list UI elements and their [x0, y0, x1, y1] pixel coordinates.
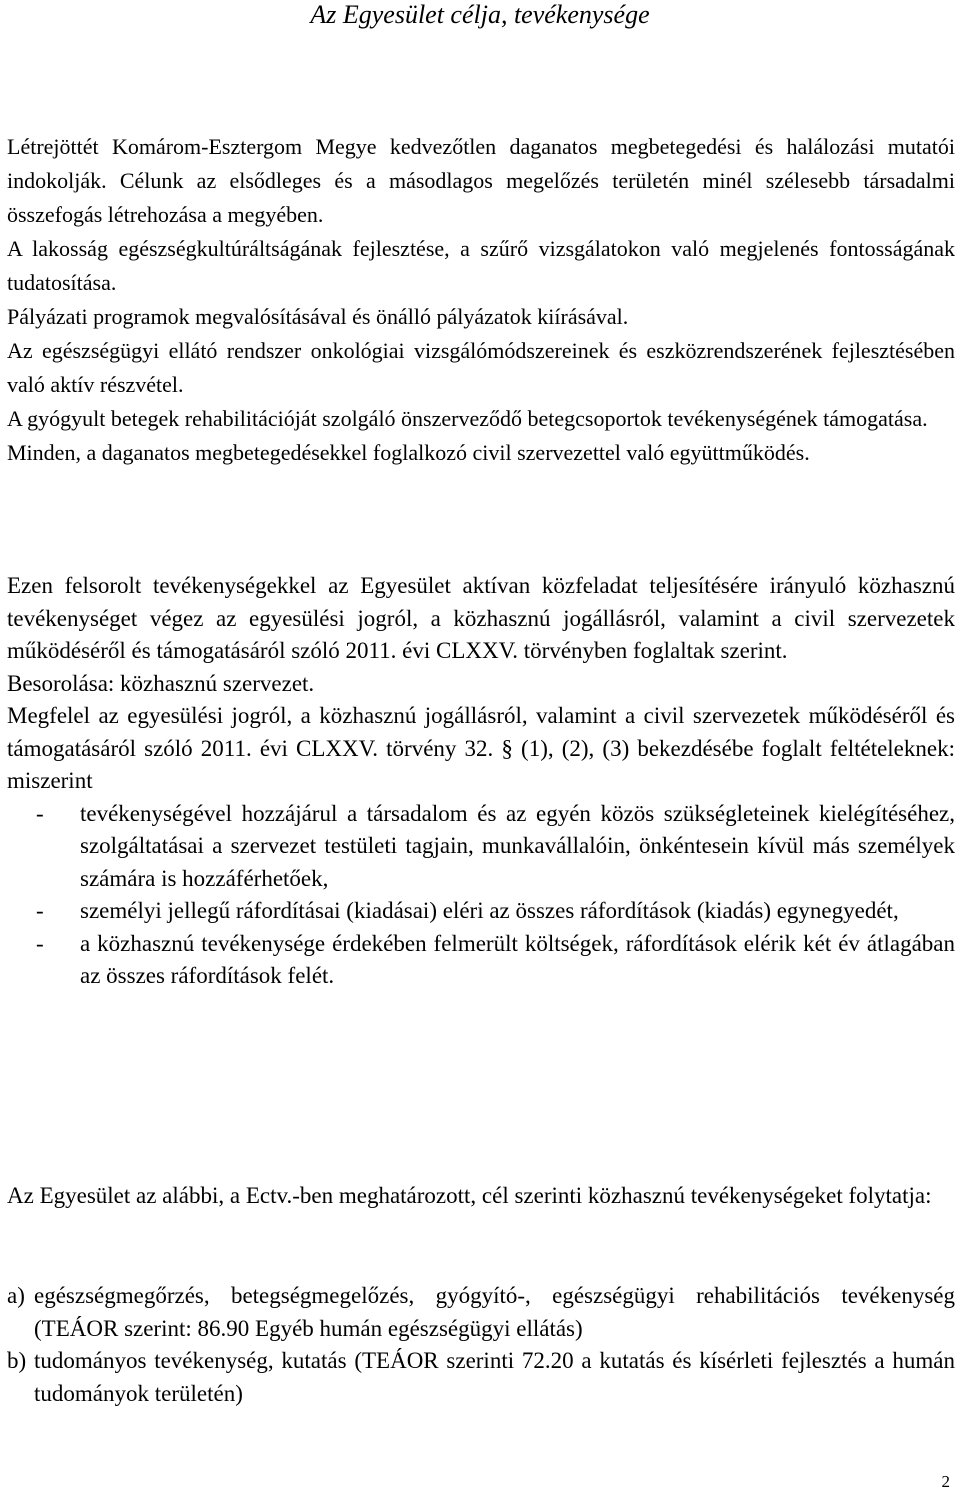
- list-dash: -: [36, 898, 44, 923]
- list-dash: -: [36, 800, 44, 826]
- intro-paragraph: Létrejöttét Komárom-Esztergom Megye kedvezőtlen daganatos megbetegedési és halálozási mutatói indokolják. Célunk az elsődleges és a másodlagos megelőzés területén minél szélesebb társadalmi összefogás létrehozása a megyében.: [7, 134, 955, 227]
- legal-paragraph: Megfelel az egyesülési jogról, a közhasznú jogállásról, valamint a civil szervezetek működéséről és támogatásáról szóló 2011. évi CLXXV. törvény 32. § (1), (2), (3) bekezdésébe foglalt feltételeknek: miszerint: [7, 703, 955, 793]
- condition-text: személyi jellegű ráfordításai (kiadásai) eléri az összes ráfordítások (kiadás) egynegyedét,: [80, 898, 899, 923]
- intro-paragraph: Minden, a daganatos megbetegedésekkel foglalkozó civil szervezettel való együttműködés.: [7, 440, 810, 465]
- condition-item: [7, 895, 955, 928]
- legal-paragraph: Ezen felsorolt tevékenységekkel az Egyesület aktívan közfeladat teljesítésére irányuló közhasznú tevékenységet végez az egyesülési jogról, a közhasznú jogállásról, valamint a civil szervezetek működéséről és támogatásáról szóló 2011. évi CLXXV. törvényben foglaltak szerint.: [7, 573, 955, 663]
- condition-item: [7, 928, 955, 993]
- intro-paragraph: A lakosság egészségkultúráltságának fejlesztése, a szűrő vizsgálatokon való megjelenés fontosságának tudatosítása.: [7, 236, 955, 295]
- condition-text: a közhasznú tevékenysége érdekében felmerült költségek, ráfordítások elérik két év átlagában az összes ráfordítások felét.: [80, 930, 955, 988]
- condition-item: [7, 798, 955, 896]
- activity-text: egészségmegőrzés, betegségmegelőzés, gyógyító-, egészségügyi rehabilitációs tevékenység (TEÁOR szerint: 86.90 Egyéb humán egészségügyi ellátás): [34, 1283, 955, 1341]
- activity-letter: b): [7, 1348, 27, 1373]
- activities-intro: Az Egyesület az alábbi, a Ectv.-ben meghatározott, cél szerinti közhasznú tevékenységeket folytatja:: [7, 1183, 932, 1208]
- activity-letter: a): [7, 1283, 25, 1308]
- activity-text: tudományos tevékenység, kutatás (TEÁOR szerinti 72.20 a kutatás és kísérleti fejlesztés a humán tudományok területén): [34, 1348, 955, 1406]
- activities-list: [7, 1280, 955, 1410]
- intro-paragraph: Pályázati programok megvalósításával és önálló pályázatok kiírásával.: [7, 304, 629, 329]
- page-title: Az Egyesület célja, tevékenysége: [310, 0, 650, 29]
- activity-item: [7, 1280, 955, 1345]
- condition-text: tevékenységével hozzájárul a társadalom és az egyén közös szükségleteinek kielégítéséhez, szolgáltatásai a szervezet testületi tagjain, munkavállalóin, önkéntesein kívül más személyek számára is hozzáférhetőek,: [80, 800, 955, 891]
- intro-section: [7, 130, 955, 470]
- intro-paragraph: A gyógyult betegek rehabilitációját szolgáló önszerveződő betegcsoportok tevékenységének támogatása.: [7, 406, 928, 431]
- activity-item: [7, 1345, 955, 1410]
- legal-section: [7, 570, 955, 993]
- page-number: 2: [941, 1472, 950, 1491]
- legal-paragraph: Besorolása: közhasznú szervezet.: [7, 670, 315, 696]
- activities-section: [7, 1180, 955, 1213]
- list-dash: -: [36, 930, 44, 956]
- intro-paragraph: Az egészségügyi ellátó rendszer onkológiai vizsgálómódszereinek és eszközrendszerének fejlesztésében való aktív részvétel.: [7, 338, 955, 397]
